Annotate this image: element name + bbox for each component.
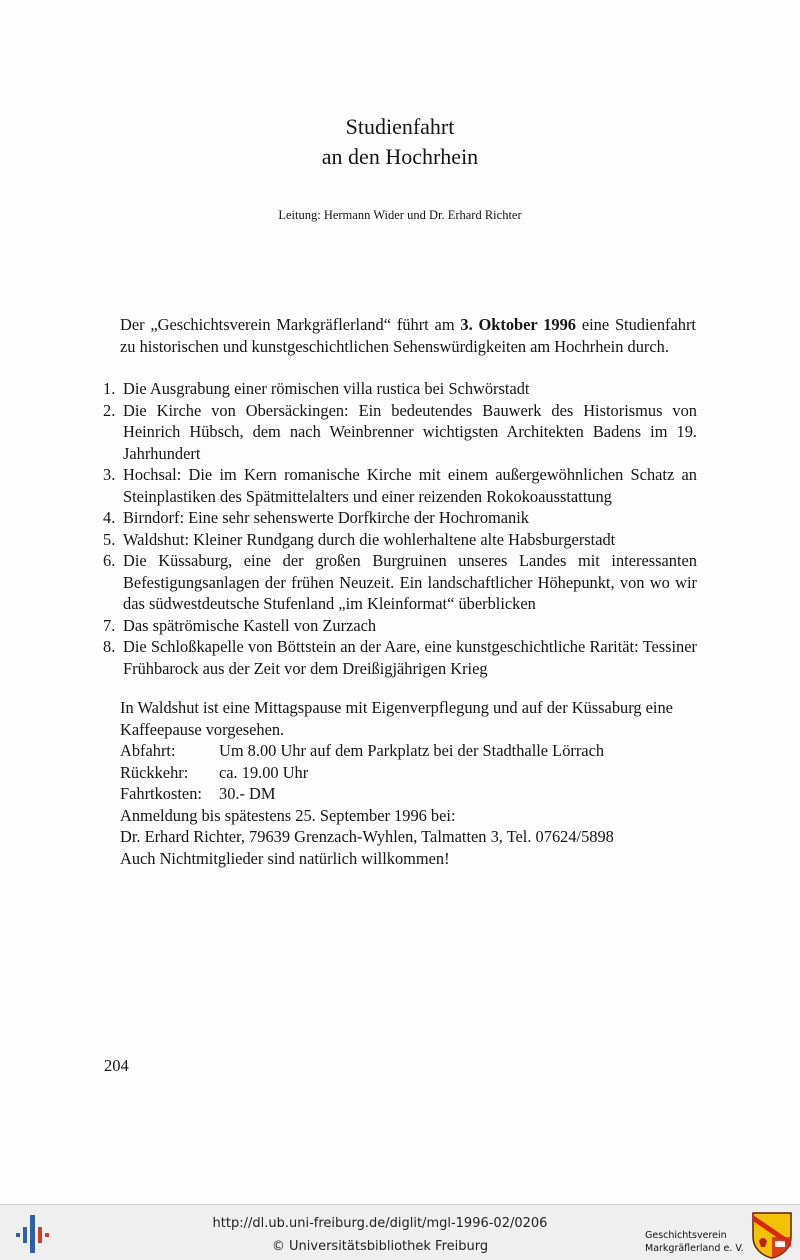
list-item-text: Die Schloßkapelle von Böttstein an der Aare, eine kunstgeschichtliche Rarität: Tessiner Frühbarock aus der Zeit vor dem Dreißigjährigen Krieg bbox=[123, 637, 697, 678]
viewer-footer bbox=[0, 1204, 800, 1260]
intro-date: 3. Oktober 1996 bbox=[460, 315, 576, 334]
anmeldung-line: Anmeldung bis spätestens 25. September 1996 bei: bbox=[120, 805, 456, 825]
abfahrt-label: Abfahrt: bbox=[120, 741, 176, 760]
coat-of-arms-icon bbox=[751, 1211, 793, 1259]
society-name bbox=[645, 1229, 744, 1255]
list-item bbox=[103, 378, 697, 400]
society-name-line2: Markgräflerland e. V. bbox=[645, 1243, 744, 1254]
pause-note: In Waldshut ist eine Mittagspause mit Eigenverpflegung und auf der Küssaburg eine Kaffeepause vorgesehen. bbox=[120, 698, 673, 739]
intro-paragraph bbox=[120, 314, 696, 357]
fahrtkosten-label: Fahrtkosten: bbox=[120, 784, 202, 803]
society-name-line1: Geschichtsverein bbox=[645, 1230, 727, 1241]
list-item-text: Die Kirche von Obersäckingen: Ein bedeutendes Bauwerk des Historismus von Heinrich Hübsch, dem nach Weinbrenner wichtigsten Architekten Badens im 19. Jahrhundert bbox=[123, 400, 697, 463]
list-item-text: Die Küssaburg, eine der großen Burgruinen unseres Landes mit interessanten Befestigungsanlagen der frühen Neuzeit. Ein landschaftlicher Höhepunkt, von wo wir das südwestdeutsche Stufenland „im Kleinformat“ überblicken bbox=[123, 551, 697, 613]
leitung-line: Leitung: Hermann Wider und Dr. Erhard Richter bbox=[278, 208, 522, 222]
trip-details bbox=[120, 697, 696, 869]
list-item-text: Das spätrömische Kastell von Zurzach bbox=[123, 615, 377, 635]
list-item bbox=[103, 636, 697, 679]
list-item-text: Hochsal: Die im Kern romanische Kirche mit einem außergewöhnlichen Schatz an Steinplastiken des Spätmittelalters und einer reizenden Rokokoausstattung bbox=[123, 465, 697, 506]
permalink-url[interactable]: http://dl.ub.uni-freiburg.de/diglit/mgl-1996-02/0206 bbox=[212, 1216, 548, 1231]
list-item-text: Waldshut: Kleiner Rundgang durch die wohlerhaltene alte Habsburgerstadt bbox=[123, 529, 616, 549]
rueckkehr-value: ca. 19.00 Uhr bbox=[219, 762, 309, 782]
list-item bbox=[103, 550, 697, 615]
list-item bbox=[103, 400, 697, 465]
list-item bbox=[103, 615, 697, 637]
list-item bbox=[103, 464, 697, 507]
rueckkehr-row bbox=[120, 762, 696, 784]
abfahrt-value: Um 8.00 Uhr auf dem Parkplatz bei der Stadthalle Lörrach bbox=[219, 741, 605, 760]
fahrtkosten-value: 30.- DM bbox=[219, 784, 276, 803]
intro-text-end: eine Studienfahrt zu historischen und kunstgeschichtlichen Sehenswürdigkeiten am Hochrhein durch. bbox=[120, 315, 696, 356]
list-item bbox=[103, 507, 697, 529]
abfahrt-row bbox=[120, 740, 696, 762]
list-item-number: 7. bbox=[103, 615, 116, 635]
library-logo-icon[interactable] bbox=[14, 1213, 54, 1255]
contact-line: Dr. Erhard Richter, 79639 Grenzach-Wyhlen, Talmatten 3, Tel. 07624/5898 bbox=[120, 827, 614, 846]
closing-line: Auch Nichtmitglieder sind natürlich willkommen! bbox=[120, 848, 450, 868]
copyright-notice: © Universitätsbibliothek Freiburg bbox=[271, 1239, 489, 1254]
fahrtkosten-row bbox=[120, 783, 696, 805]
list-item bbox=[103, 529, 697, 551]
rueckkehr-label: Rückkehr: bbox=[120, 762, 189, 782]
list-item-text: Die Ausgrabung einer römischen villa rustica bei Schwörstadt bbox=[123, 379, 530, 398]
list-item-number: 5. bbox=[103, 529, 116, 549]
list-item-text: Birndorf: Eine sehr sehenswerte Dorfkirche der Hochromanik bbox=[123, 508, 529, 527]
document-title-line2: an den Hochrhein bbox=[321, 144, 479, 169]
document-title-line1: Studienfahrt bbox=[345, 114, 455, 139]
intro-text-start: Der „Geschichtsverein Markgräflerland“ führt am bbox=[120, 315, 461, 334]
list-item-number: 6. bbox=[103, 551, 116, 570]
list-item-number: 8. bbox=[103, 637, 116, 656]
itinerary-list bbox=[103, 378, 697, 679]
list-item-number: 3. bbox=[103, 465, 116, 484]
list-item-number: 4. bbox=[103, 508, 116, 527]
list-item-number: 2. bbox=[103, 400, 116, 420]
list-item-number: 1. bbox=[103, 379, 116, 398]
page-number: 204 bbox=[104, 1056, 129, 1075]
